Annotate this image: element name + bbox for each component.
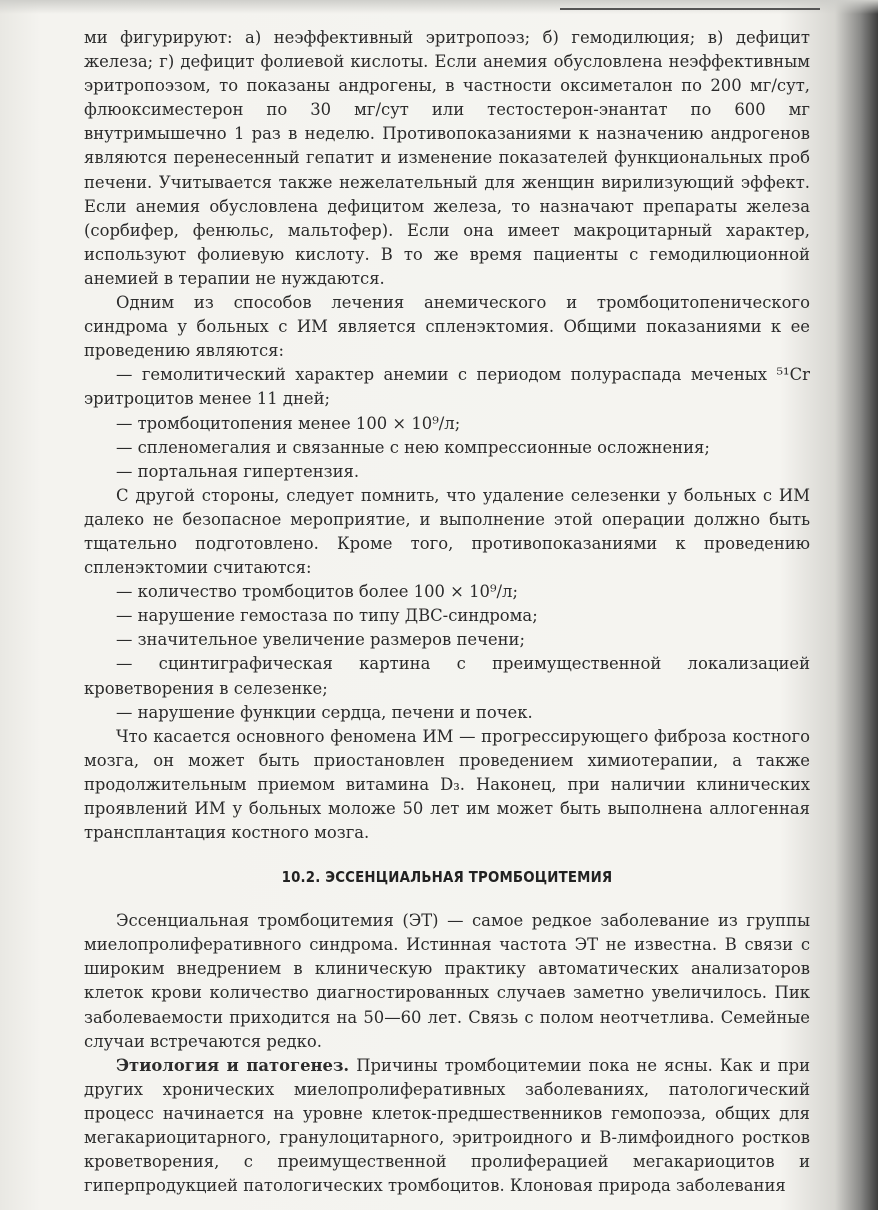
list-item-indication: — тромбоцитопения менее 100 × 10⁹/л;: [116, 413, 461, 433]
page-top-shadow: [0, 0, 878, 14]
list-item-contraindication: — значительное увеличение размеров печени;: [116, 630, 525, 650]
list-item-indication: — портальная гипертензия.: [116, 461, 360, 481]
paragraph-splenectomy-intro: Одним из способов лечения анемического и тромбоцитопенического синдрома у больных с ИМ является спленэктомия. Общими показаниями к ее проведению являются:: [84, 293, 810, 361]
list-item-contraindication: — нарушение гемостаза по типу ДВС-синдрома;: [116, 606, 538, 626]
list-item-contraindication: — нарушение функции сердца, печени и почек.: [116, 702, 533, 722]
paragraph-etiology: [84, 1054, 810, 1199]
paragraph-contraindications-intro: С другой стороны, следует помнить, что удаление селезенки у больных с ИМ далеко не безопасное мероприятие, и выполнение этой операции должно быть тщательно подготовлено. Кроме того, противопоказаниями к проведению спленэктомии считаются:: [84, 485, 810, 578]
etiology-lead: Этиология и патогенез.: [116, 1055, 350, 1075]
etiology-text: Причины тромбоцитемии пока не ясны. Как и при других хронических миелопролиферативных заболеваниях, патологический процесс начинается на уровне клеток-предшественников гемопоэза, общих для мегакариоцитарного, гранулоцитарного, эритроидного и В-лимфоидного ростков кроветворения, с преимущественной пролиферацией мегакариоцитов и гиперпродукцией патологических тромбоцитов. Клоновая природа заболевания: [84, 1055, 811, 1196]
paragraph-fibrosis: Что касается основного феномена ИМ — прогрессирующего фиброза костного мозга, он может быть приостановлен проведением химиотерапии, а также продолжительным приемом витамина D₃. Наконец, при наличии клинических проявлений ИМ у больных моложе 50 лет им может быть выполнена аллогенная трансплантация костного мозга.: [84, 726, 810, 843]
paragraph-continuation: ми фигурируют: а) неэффективный эритропоэз; б) гемодилюция; в) дефицит железа; г) дефицит фолиевой кислоты. Если анемия обусловлена неэффективным эритропоэзом, то показаны андрогены, в частности оксиметалон по 200 мг/сут, флюоксиместерон по 30 мг/сут или тестостерон-энантат по 600 мг внутримышечно 1 раз в неделю. Противопоказаниями к назначению андрогенов являются перенесенный гепатит и изменение показателей функциональных проб печени. Учитывается также нежелательный для женщин вирилизующий эффект. Если анемия обусловлена дефицитом железа, то назначают препараты железа (сорбифер, фенюльс, мальтофер). Если она имеет макроцитарный характер, используют фолиевую кислоту. В то же время пациенты с гемодилюционной анемией в терапии не нуждаются.: [84, 28, 810, 288]
section-heading: 10.2. ЭССЕНЦИАЛЬНАЯ ТРОМБОЦИТЕМИЯ: [281, 868, 613, 887]
page-body: [84, 26, 810, 1198]
paragraph-et-intro: Эссенциальная тромбоцитемия (ЭТ) — самое редкое заболевание из группы миелопролиферативного синдрома. Истинная частота ЭТ не известна. В связи с широким внедрением в клиническую практику автоматических анализаторов клеток крови количество диагностированных случаев заметно увеличилось. Пик заболеваемости приходится на 50—60 лет. Связь с полом неотчетлива. Семейные случаи встречаются редко.: [84, 911, 810, 1051]
list-item-indication: — гемолитический характер анемии с периодом полураспада меченых ⁵¹Cr эритроцитов менее 11 дней;: [84, 365, 810, 409]
list-item-contraindication: — количество тромбоцитов более 100 × 10⁹/л;: [116, 582, 518, 602]
header-rule: [560, 8, 820, 10]
list-item-contraindication: — сцинтиграфическая картина с преимущественной локализацией кроветворения в селезенке;: [84, 654, 810, 698]
list-item-indication: — спленомегалия и связанные с нею компрессионные осложнения;: [116, 437, 710, 457]
